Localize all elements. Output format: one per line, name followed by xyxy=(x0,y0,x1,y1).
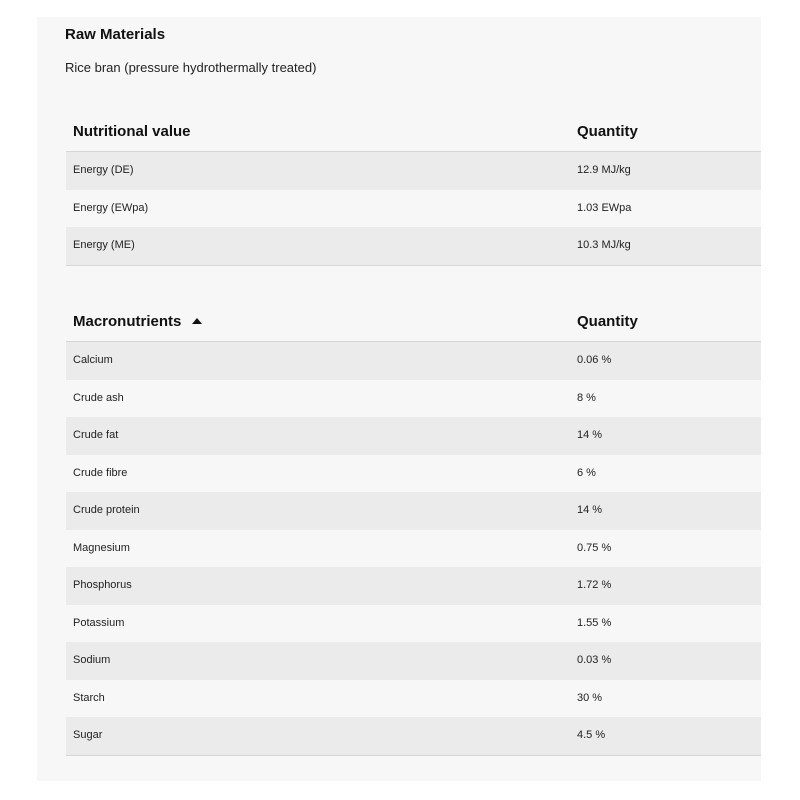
table-row xyxy=(66,190,761,228)
nutrient-quantity: 0.75 % xyxy=(577,541,612,554)
table-row xyxy=(66,717,761,755)
raw-materials-title: Raw Materials xyxy=(65,26,166,43)
nutrient-name: Potassium xyxy=(73,616,125,629)
table-row xyxy=(66,680,761,718)
macronutrients-table xyxy=(66,302,761,756)
table-row xyxy=(66,380,761,418)
nutrient-quantity: 10.3 MJ/kg xyxy=(577,239,631,251)
nutrient-name: Calcium xyxy=(73,354,113,366)
nutrient-quantity: 1.03 EWpa xyxy=(577,201,632,214)
nutrient-quantity: 4.5 % xyxy=(577,729,606,741)
nutrient-quantity: 30 % xyxy=(577,691,603,704)
raw-materials-description: Rice bran (pressure hydrothermally treated) xyxy=(65,60,317,75)
table-row xyxy=(66,455,761,493)
quantity-header[interactable]: Quantity xyxy=(577,123,638,140)
table-row xyxy=(66,417,761,455)
nutrient-name: Crude fibre xyxy=(73,466,128,479)
table-row xyxy=(66,152,761,190)
table-header xyxy=(66,302,761,342)
raw-materials-panel xyxy=(37,17,761,781)
sort-ascending-icon[interactable] xyxy=(192,318,202,324)
nutrient-quantity: 0.03 % xyxy=(577,654,612,666)
table-row xyxy=(66,642,761,680)
table-row xyxy=(66,227,761,265)
nutrient-name: Sodium xyxy=(73,654,111,666)
table-row xyxy=(66,605,761,643)
table-row xyxy=(66,567,761,605)
table-row xyxy=(66,492,761,530)
nutrient-quantity: 8 % xyxy=(577,391,596,404)
nutrient-name: Crude fat xyxy=(73,429,119,441)
nutritional-value-table xyxy=(66,112,761,266)
quantity-header[interactable]: Quantity xyxy=(577,313,638,330)
nutrient-name: Starch xyxy=(73,691,105,704)
nutrient-name: Energy (ME) xyxy=(73,239,135,251)
nutrient-name: Crude protein xyxy=(73,504,140,516)
macronutrients-header[interactable] xyxy=(73,313,202,330)
nutrient-quantity: 0.06 % xyxy=(577,354,612,366)
nutrient-quantity: 1.55 % xyxy=(577,616,612,629)
table-body xyxy=(66,152,761,266)
table-row xyxy=(66,530,761,568)
nutrient-quantity: 14 % xyxy=(577,504,603,516)
nutrient-name: Magnesium xyxy=(73,541,130,554)
nutrient-quantity: 6 % xyxy=(577,466,596,479)
nutrient-name: Energy (EWpa) xyxy=(73,201,149,214)
table-body xyxy=(66,342,761,756)
table-row xyxy=(66,342,761,380)
nutrient-name: Phosphorus xyxy=(73,579,132,591)
nutrient-quantity: 1.72 % xyxy=(577,579,612,591)
nutrient-name: Sugar xyxy=(73,729,103,741)
nutritional-value-header[interactable]: Nutritional value xyxy=(73,123,191,140)
macronutrients-header-label: Macronutrients xyxy=(73,313,182,330)
nutrient-name: Energy (DE) xyxy=(73,164,134,176)
nutrient-quantity: 14 % xyxy=(577,429,603,441)
nutrient-name: Crude ash xyxy=(73,391,124,404)
nutrient-quantity: 12.9 MJ/kg xyxy=(577,164,631,176)
table-header xyxy=(66,112,761,152)
